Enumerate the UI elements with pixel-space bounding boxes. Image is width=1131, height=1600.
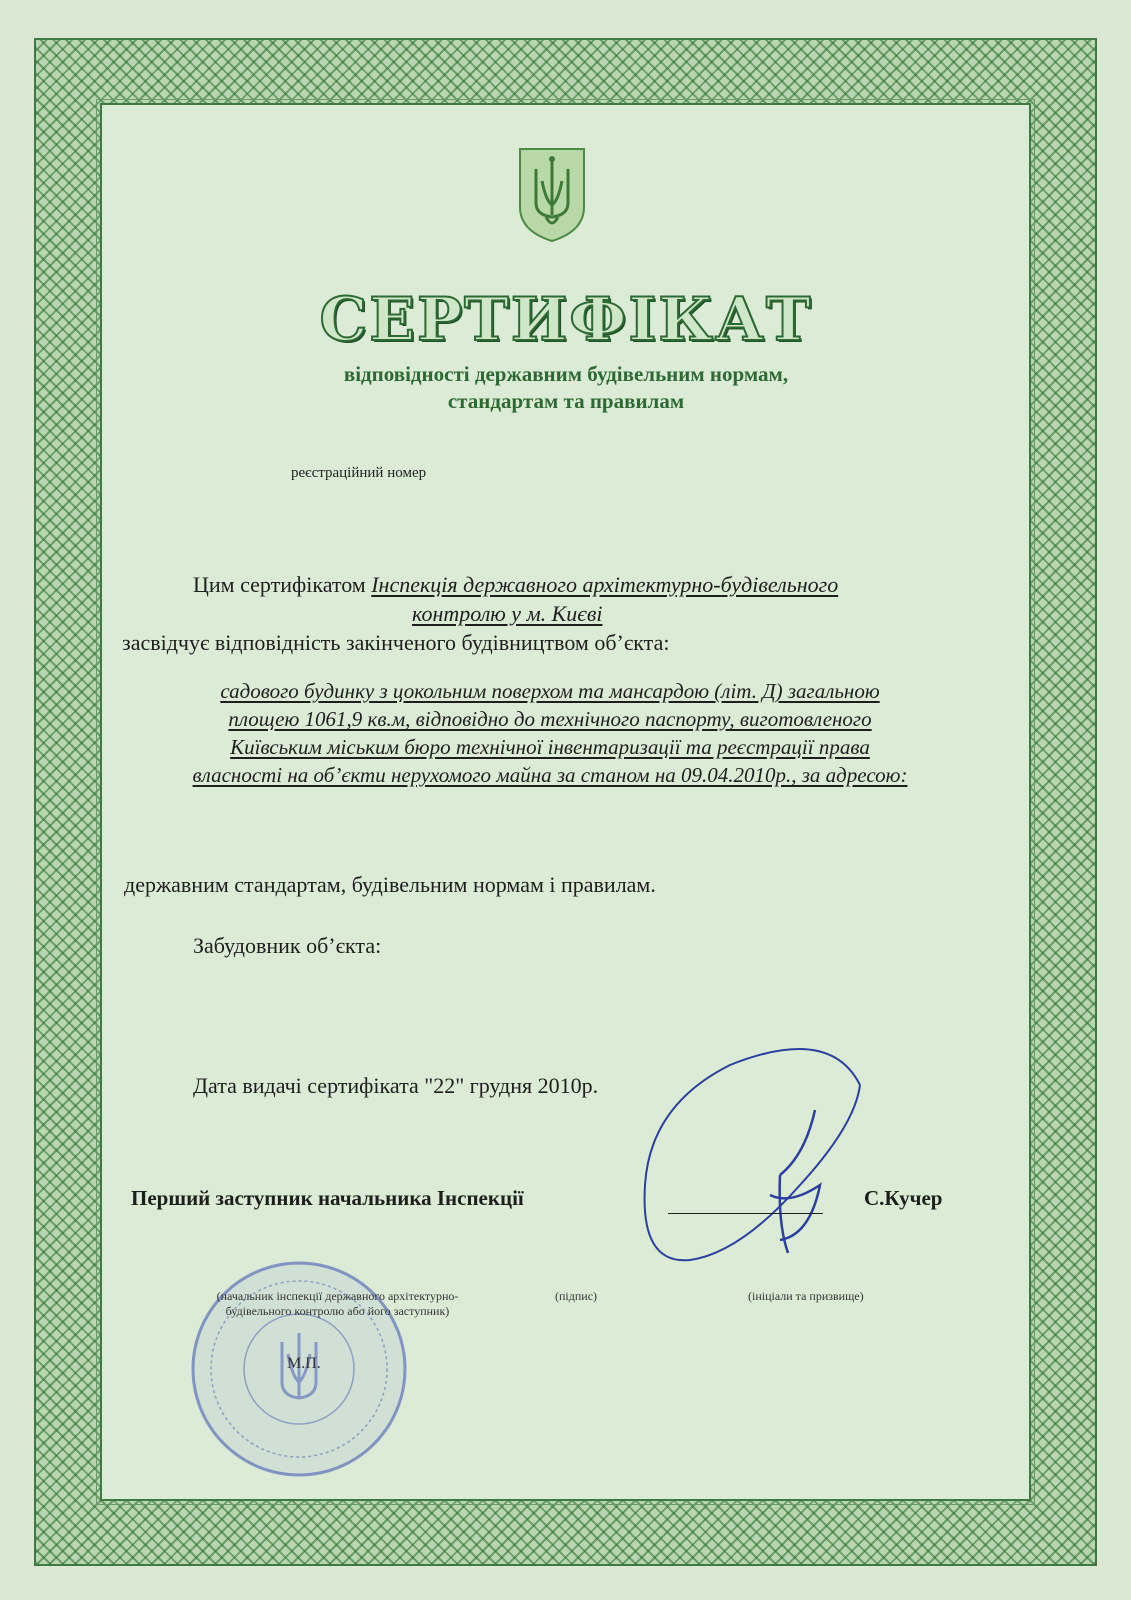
intro-line <box>193 572 838 598</box>
registration-number-label: реєстраційний номер <box>291 465 427 481</box>
object-line: площею 1061,9 кв.м, відповідно до технічного паспорту, виготовленого <box>228 707 872 731</box>
object-line: власності на об’єкти нерухомого майна за станом на 09.04.2010р., за адресою: <box>192 763 908 787</box>
issue-date: Дата видачі сертифіката "22" грудня 2010р. <box>193 1073 599 1098</box>
signatory-title: Перший заступник начальника Інспекції <box>131 1186 524 1210</box>
caption-position: (начальник інспекції державного архітектурно-будівельного контролю або його заступник) <box>216 1289 459 1318</box>
seal-place-label: М.П. <box>287 1355 321 1372</box>
signature-line <box>668 1213 823 1214</box>
subtitle-line-2: стандартам та правилам <box>447 389 685 413</box>
compliance-line: державним стандартам, будівельним нормам і правилам. <box>124 872 656 897</box>
developer-label: Забудовник об’єкта: <box>193 933 382 958</box>
subtitle-line-1: відповідності державним будівельним нормам, <box>343 362 789 386</box>
object-line: садового будинку з цокольним поверхом та мансардою (літ. Д) загальною <box>220 679 880 703</box>
handwritten-signature <box>630 1035 870 1265</box>
certificate-title: СЕРТИФІКАТ <box>319 285 813 355</box>
caption-signature: (підпис) <box>555 1289 598 1303</box>
caption-name: (ініціали та призвище) <box>748 1289 864 1303</box>
intro-prefix: Цим сертифікатом <box>193 572 366 597</box>
authority-line-1: Інспекція державного архітектурно-будівельного <box>371 572 839 597</box>
certifies-line: засвідчує відповідність закінченого будівництвом об’єкта: <box>122 630 670 655</box>
signatory-name: С.Кучер <box>864 1186 943 1210</box>
object-line: Київським міським бюро технічної інвентаризації та реєстрації права <box>230 735 870 759</box>
authority-line-2: контролю у м. Києві <box>412 601 603 626</box>
trident-icon <box>516 145 588 245</box>
